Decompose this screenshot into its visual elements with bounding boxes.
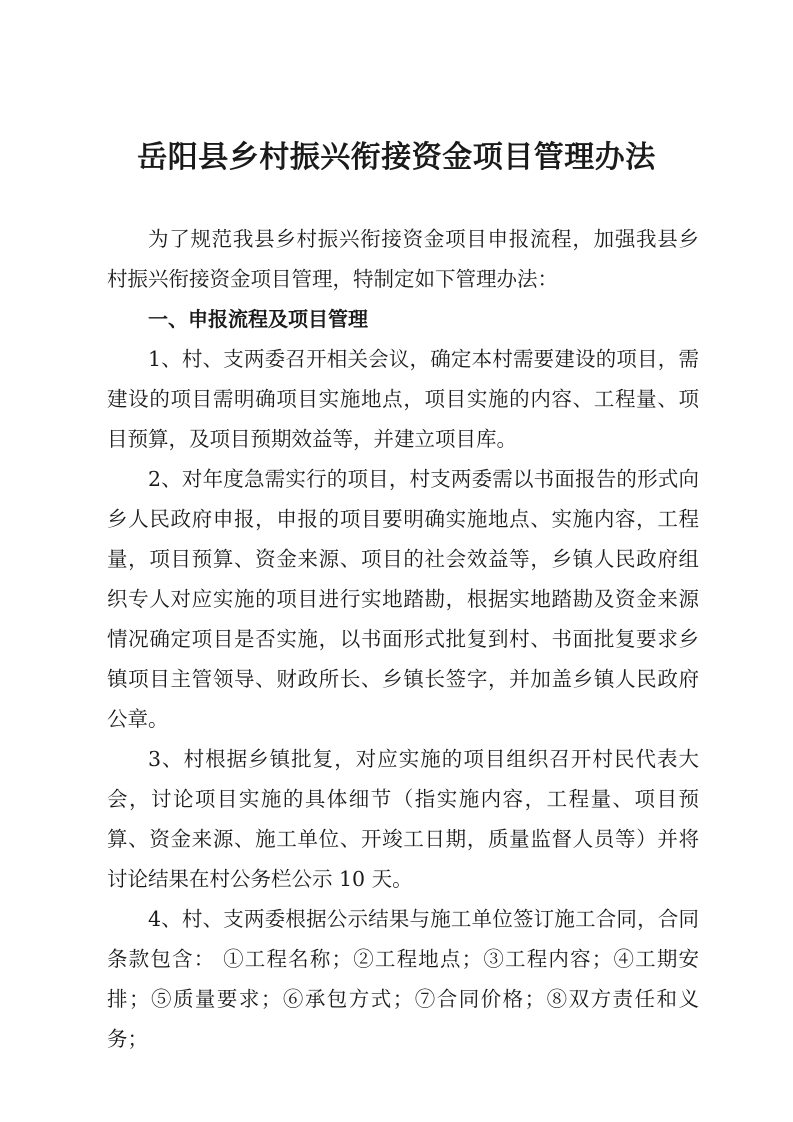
item-paragraph-4: 4、村、支两委根据公示结果与施工单位签订施工合同，合同条款包含： ①工程名称；②工程地点；③工程内容；④工期安排；⑤质量要求；⑥承包方式；⑦合同价格；⑧双方责任和义务；	[107, 907, 699, 1051]
item-paragraph-3: 3、村根据乡镇批复，对应实施的项目组织召开村民代表大会，讨论项目实施的具体细节（指实施内容，工程量、项目预算、资金来源、施工单位、开竣工日期，质量监督人员等）并将讨论结果在村公务栏公示 10 天。	[107, 747, 699, 891]
item-paragraph-1: 1、村、支两委召开相关会议，确定本村需要建设的项目，需建设的项目需明确项目实施地点，项目实施的内容、工程量、项目预算，及项目预期效益等，并建立项目库。	[107, 347, 699, 451]
section-heading: 一、申报流程及项目管理	[148, 307, 368, 331]
document-title: 岳阳县乡村振兴衔接资金项目管理办法	[137, 140, 656, 175]
intro-paragraph: 为了规范我县乡村振兴衔接资金项目申报流程，加强我县乡村振兴衔接资金项目管理，特制定如下管理办法：	[107, 227, 699, 291]
item-paragraph-2: 2、对年度急需实行的项目，村支两委需以书面报告的形式向乡人民政府申报，申报的项目要明确实施地点、实施内容，工程量，项目预算、资金来源、项目的社会效益等，乡镇人民政府组织专人对应实施的项目进行实地踏勘，根据实地踏勘及资金来源情况确定项目是否实施，以书面形式批复到村、书面批复要求乡镇项目主管领导、财政所长、乡镇长签字，并加盖乡镇人民政府公章。	[107, 467, 699, 731]
document-body	[107, 219, 699, 1059]
